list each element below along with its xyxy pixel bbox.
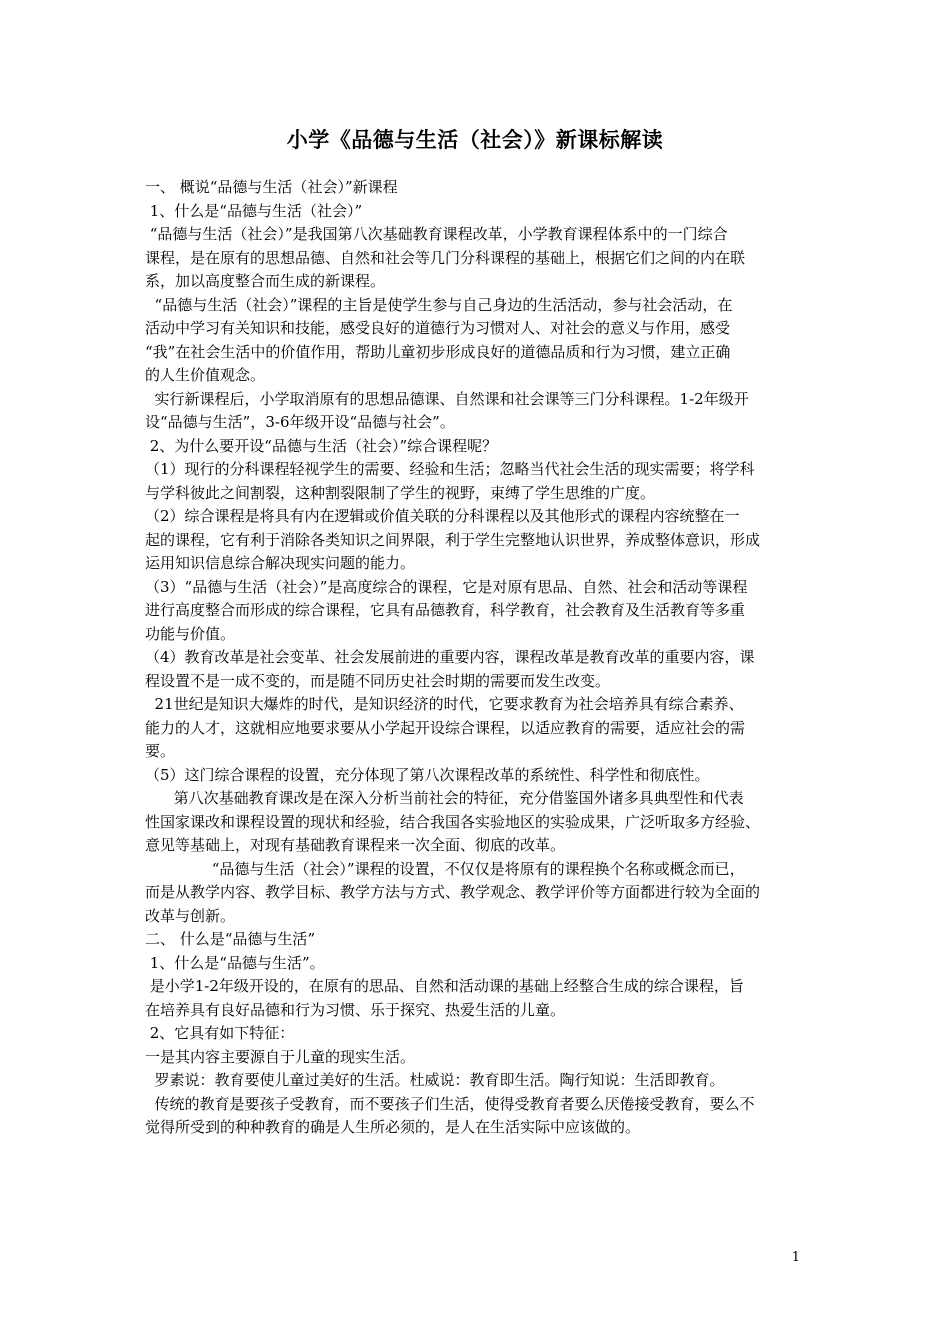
text-line: [145, 223, 813, 247]
text-line: [145, 576, 813, 600]
text-line: [145, 529, 813, 553]
text-line: [145, 670, 813, 694]
text-line: [145, 952, 813, 976]
text-line: [145, 1116, 813, 1140]
text-line-content: 课程，是在原有的思想品德、自然和社会等几门分科课程的基础上，根据它们之间的内在联: [145, 248, 746, 267]
text-line-content: （2）综合课程是将具有内在逻辑或价值关联的分科课程以及其他形式的课程内容统整在一: [145, 507, 740, 525]
text-line: [145, 764, 813, 788]
text-line-content: 功能与价值。: [145, 624, 236, 643]
text-line-content: 1、什么是“品德与生活（社会）”: [145, 201, 363, 220]
text-line-content: 能力的人才，这就相应地要求要从小学起开设综合课程，以适应教育的需要，适应社会的需: [145, 718, 746, 737]
text-line-content: 性国家课改和课程设置的现状和经验，结合我国各实验地区的实验成果，广泛听取多方经验、: [145, 812, 761, 831]
text-line: [145, 717, 813, 741]
text-line-content: “品德与生活（社会）”是我国第八次基础教育课程改革，小学教育课程体系中的一门综合: [145, 225, 728, 243]
text-line-content: （4）教育改革是社会变革、社会发展前进的重要内容，课程改革是教育改革的重要内容，课: [145, 648, 755, 666]
text-line-content: （3）“品德与生活（社会）”是高度综合的课程，它是对原有思品、自然、社会和活动等课程: [145, 577, 748, 596]
text-line-content: “品德与生活（社会）”课程的主旨是使学生参与自己身边的生活活动，参与社会活动，在: [145, 295, 733, 314]
text-line-content: 第八次基础教育课改是在深入分析当前社会的特征，充分借鉴国外诸多具典型性和代表: [145, 789, 744, 807]
text-line-content: 觉得所受到的种种教育的确是人生所必须的，是人在生活实际中应该做的。: [145, 1118, 641, 1136]
text-line-content: 一、 概说“品德与生活（社会）”新课程: [145, 178, 398, 196]
text-line-content: 传统的教育是要孩子受教育，而不要孩子们生活，使得受教育者要么厌倦接受教育，要么不: [145, 1094, 755, 1113]
text-line-content: （5）这门综合课程的设置，充分体现了第八次课程改革的系统性、科学性和彻底性。: [145, 765, 710, 784]
text-line: [145, 905, 813, 929]
text-line-content: 进行高度整合而形成的综合课程，它具有品德教育，科学教育，社会教育及生活教育等多重: [145, 601, 746, 619]
text-line: [145, 811, 813, 835]
text-line-content: 1、什么是“品德与生活”。: [145, 953, 325, 972]
text-line-content: 2、它具有如下特征：: [145, 1024, 295, 1042]
text-line-content: 一是其内容主要源自于儿童的现实生活。: [145, 1047, 416, 1066]
text-line: [145, 317, 813, 341]
text-line-content: 与学科彼此之间割裂，这种割裂限制了学生的视野，束缚了学生思维的广度。: [145, 483, 656, 502]
text-line-content: 程设置不是一成不变的，而是随不同历史社会时期的需要而发生改变。: [145, 671, 611, 690]
text-line: [145, 928, 813, 952]
text-line: [145, 787, 813, 811]
text-line: [145, 881, 813, 905]
text-line: [145, 411, 813, 435]
document-title: 小学《品德与生活（社会）》新课标解读: [286, 127, 664, 152]
document-body: [145, 176, 813, 1140]
page-number: 1: [791, 1250, 800, 1265]
text-line: [145, 1093, 813, 1117]
text-line: [145, 176, 813, 200]
text-line: [145, 270, 813, 294]
text-line-content: “我”在社会生活中的价值作用，帮助儿童初步形成良好的道德品质和行为习惯，建立正确: [145, 342, 731, 361]
text-line: [145, 623, 813, 647]
text-line: [145, 693, 813, 717]
text-line: [145, 646, 813, 670]
text-line: [145, 834, 813, 858]
text-line-content: 21世纪是知识大爆炸的时代，是知识经济的时代，它要求教育为社会培养具有综合素养、: [145, 695, 744, 713]
text-line: [145, 435, 813, 459]
text-line: [145, 999, 813, 1023]
text-line: [145, 1022, 813, 1046]
text-line-content: （1）现行的分科课程轻视学生的需要、经验和生活；忽略当代社会生活的现实需要；将学科: [145, 460, 755, 478]
text-line: [145, 364, 813, 388]
text-line-content: 起的课程，它有利于消除各类知识之间界限，利于学生完整地认识世界，养成整体意识，形成: [145, 530, 761, 549]
text-line: [145, 247, 813, 271]
text-line-content: 活动中学习有关知识和技能，感受良好的道德行为习惯对人、对社会的意义与作用，感受: [145, 319, 731, 337]
text-line: [145, 1069, 813, 1093]
text-line: [145, 200, 813, 224]
text-line-content: 改革与创新。: [145, 906, 236, 925]
text-line: [145, 599, 813, 623]
text-line-content: 意见等基础上，对现有基础教育课程来一次全面、彻底的改革。: [145, 836, 566, 854]
text-line: [145, 740, 813, 764]
text-line-content: 而是从教学内容、教学目标、教学方法与方式、教学观念、教学评价等方面都进行较为全面的: [145, 883, 761, 901]
text-line-content: 2、为什么要开设“品德与生活（社会）”综合课程呢？: [145, 436, 498, 455]
text-line-content: 是小学1-2年级开设的，在原有的思品、自然和活动课的基础上经整合生成的综合课程，旨: [145, 977, 744, 995]
text-line-content: 罗素说：教育要使儿童过美好的生活。杜威说：教育即生活。陶行知说：生活即教育。: [145, 1071, 725, 1089]
text-line: [145, 341, 813, 365]
text-line: [145, 388, 813, 412]
text-line-content: 的人生价值观念。: [145, 366, 266, 384]
text-line-content: “品德与生活（社会）”课程的设置，不仅仅是将原有的课程换个名称或概念而已，: [145, 859, 745, 878]
text-line: [145, 482, 813, 506]
text-line: [145, 458, 813, 482]
text-line-content: 要。: [145, 742, 176, 760]
text-line: [145, 294, 813, 318]
text-line: [145, 552, 813, 576]
text-line-content: 实行新课程后，小学取消原有的思想品德课、自然课和社会课等三门分科课程。1-2年级开: [145, 389, 749, 408]
text-line-content: 运用知识信息综合解决现实问题的能力。: [145, 554, 416, 572]
text-line-content: 二、 什么是“品德与生活”: [145, 930, 316, 948]
text-line: [145, 858, 813, 882]
text-line: [145, 1046, 813, 1070]
text-line-content: 设“品德与生活”，3-6年级开设“品德与社会”。: [145, 413, 455, 431]
text-line: [145, 975, 813, 999]
text-line-content: 在培养具有良好品德和行为习惯、乐于探究、热爱生活的儿童。: [145, 1000, 566, 1019]
text-line: [145, 505, 813, 529]
text-line-content: 系，加以高度整合而生成的新课程。: [145, 272, 386, 290]
